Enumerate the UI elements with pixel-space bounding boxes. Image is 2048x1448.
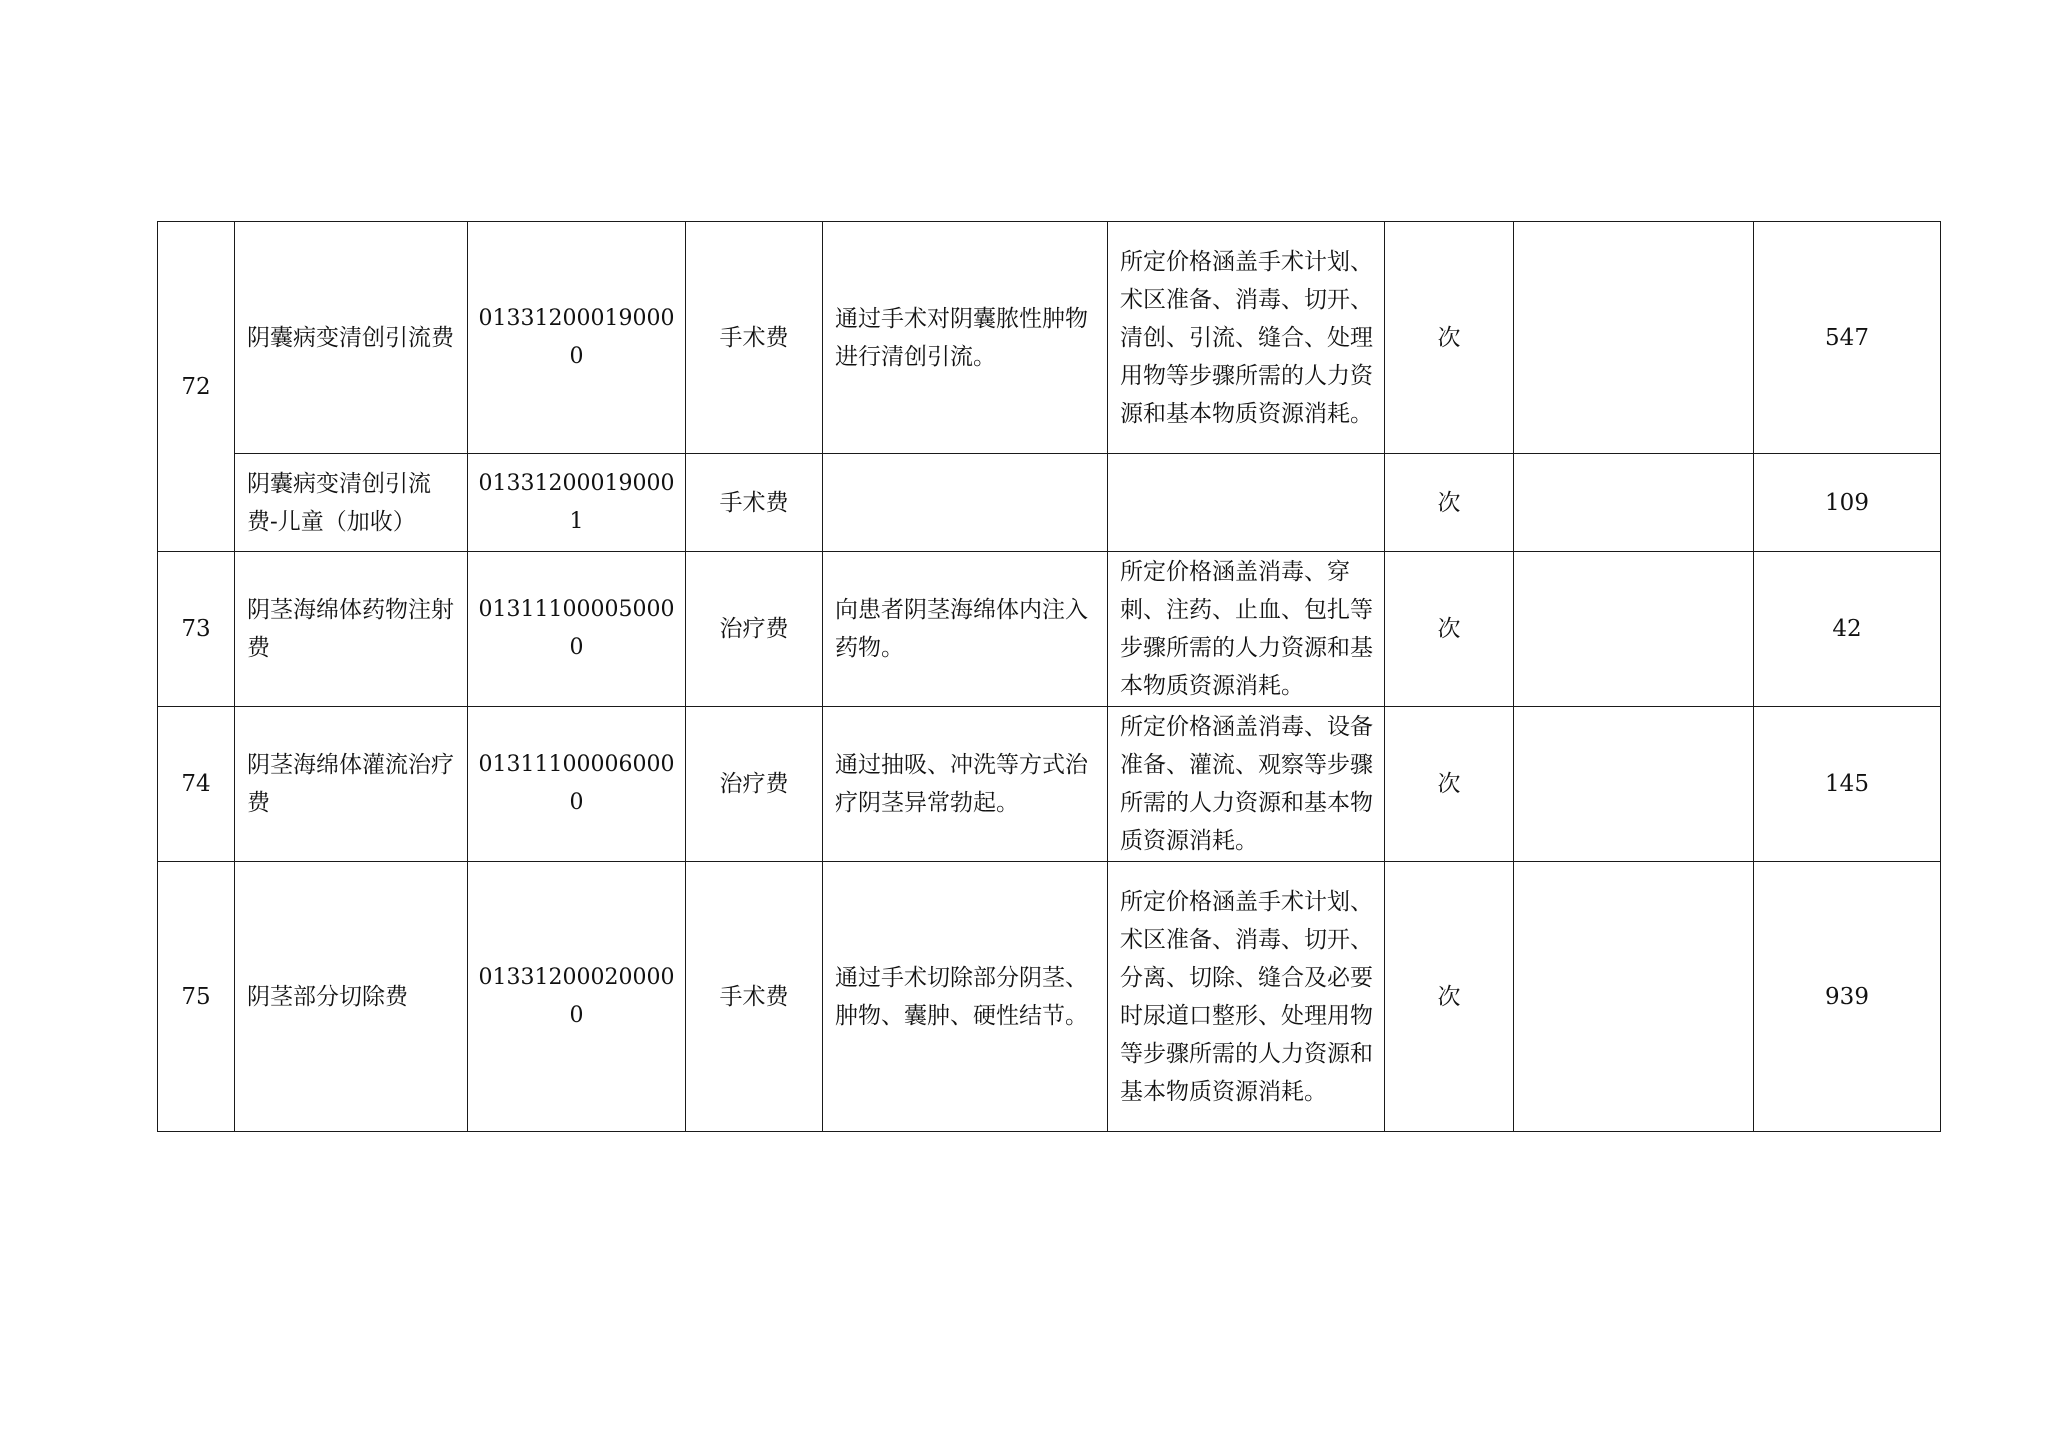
- item-unit: 次: [1385, 222, 1514, 454]
- item-price-scope: 所定价格涵盖手术计划、术区准备、消毒、切开、分离、切除、缝合及必要时尿道口整形、处理用物等步骤所需的人力资源和基本物质资源消耗。: [1108, 862, 1385, 1132]
- item-exclusion: [1514, 552, 1754, 707]
- item-description: 通过手术切除部分阴茎、肿物、囊肿、硬性结节。: [823, 862, 1108, 1132]
- item-name: 阴囊病变清创引流费-儿童（加收）: [235, 454, 468, 552]
- table-row: [158, 862, 1941, 1132]
- table-row: [158, 552, 1941, 707]
- table-row: [158, 454, 1941, 552]
- item-exclusion: [1514, 454, 1754, 552]
- price-table: [157, 221, 1941, 1132]
- table-row: [158, 707, 1941, 862]
- item-price: 145: [1754, 707, 1941, 862]
- item-description: [823, 454, 1108, 552]
- item-price-scope: 所定价格涵盖消毒、穿刺、注药、止血、包扎等步骤所需的人力资源和基本物质资源消耗。: [1108, 552, 1385, 707]
- item-description: 向患者阴茎海绵体内注入药物。: [823, 552, 1108, 707]
- item-category: 手术费: [686, 862, 823, 1132]
- item-number: 72: [158, 222, 235, 552]
- item-unit: 次: [1385, 707, 1514, 862]
- item-code: 013312000190001: [468, 454, 686, 552]
- item-code: 013312000190000: [468, 222, 686, 454]
- item-code: 013111000060000: [468, 707, 686, 862]
- item-name: 阴茎海绵体灌流治疗费: [235, 707, 468, 862]
- item-category: 手术费: [686, 454, 823, 552]
- item-unit: 次: [1385, 862, 1514, 1132]
- item-description: 通过抽吸、冲洗等方式治疗阴茎异常勃起。: [823, 707, 1108, 862]
- item-price: 42: [1754, 552, 1941, 707]
- item-number: 74: [158, 707, 235, 862]
- item-code: 013111000050000: [468, 552, 686, 707]
- item-category: 治疗费: [686, 707, 823, 862]
- item-price: 939: [1754, 862, 1941, 1132]
- item-exclusion: [1514, 222, 1754, 454]
- item-number: 73: [158, 552, 235, 707]
- item-name: 阴茎部分切除费: [235, 862, 468, 1132]
- item-category: 手术费: [686, 222, 823, 454]
- item-unit: 次: [1385, 454, 1514, 552]
- item-category: 治疗费: [686, 552, 823, 707]
- item-name: 阴囊病变清创引流费: [235, 222, 468, 454]
- item-unit: 次: [1385, 552, 1514, 707]
- item-price-scope: 所定价格涵盖手术计划、术区准备、消毒、切开、清创、引流、缝合、处理用物等步骤所需的人力资源和基本物质资源消耗。: [1108, 222, 1385, 454]
- item-number: 75: [158, 862, 235, 1132]
- item-price-scope: [1108, 454, 1385, 552]
- item-price: 547: [1754, 222, 1941, 454]
- item-price: 109: [1754, 454, 1941, 552]
- item-exclusion: [1514, 707, 1754, 862]
- item-exclusion: [1514, 862, 1754, 1132]
- table-row: [158, 222, 1941, 454]
- item-code: 013312000200000: [468, 862, 686, 1132]
- item-price-scope: 所定价格涵盖消毒、设备准备、灌流、观察等步骤所需的人力资源和基本物质资源消耗。: [1108, 707, 1385, 862]
- item-name: 阴茎海绵体药物注射费: [235, 552, 468, 707]
- item-description: 通过手术对阴囊脓性肿物进行清创引流。: [823, 222, 1108, 454]
